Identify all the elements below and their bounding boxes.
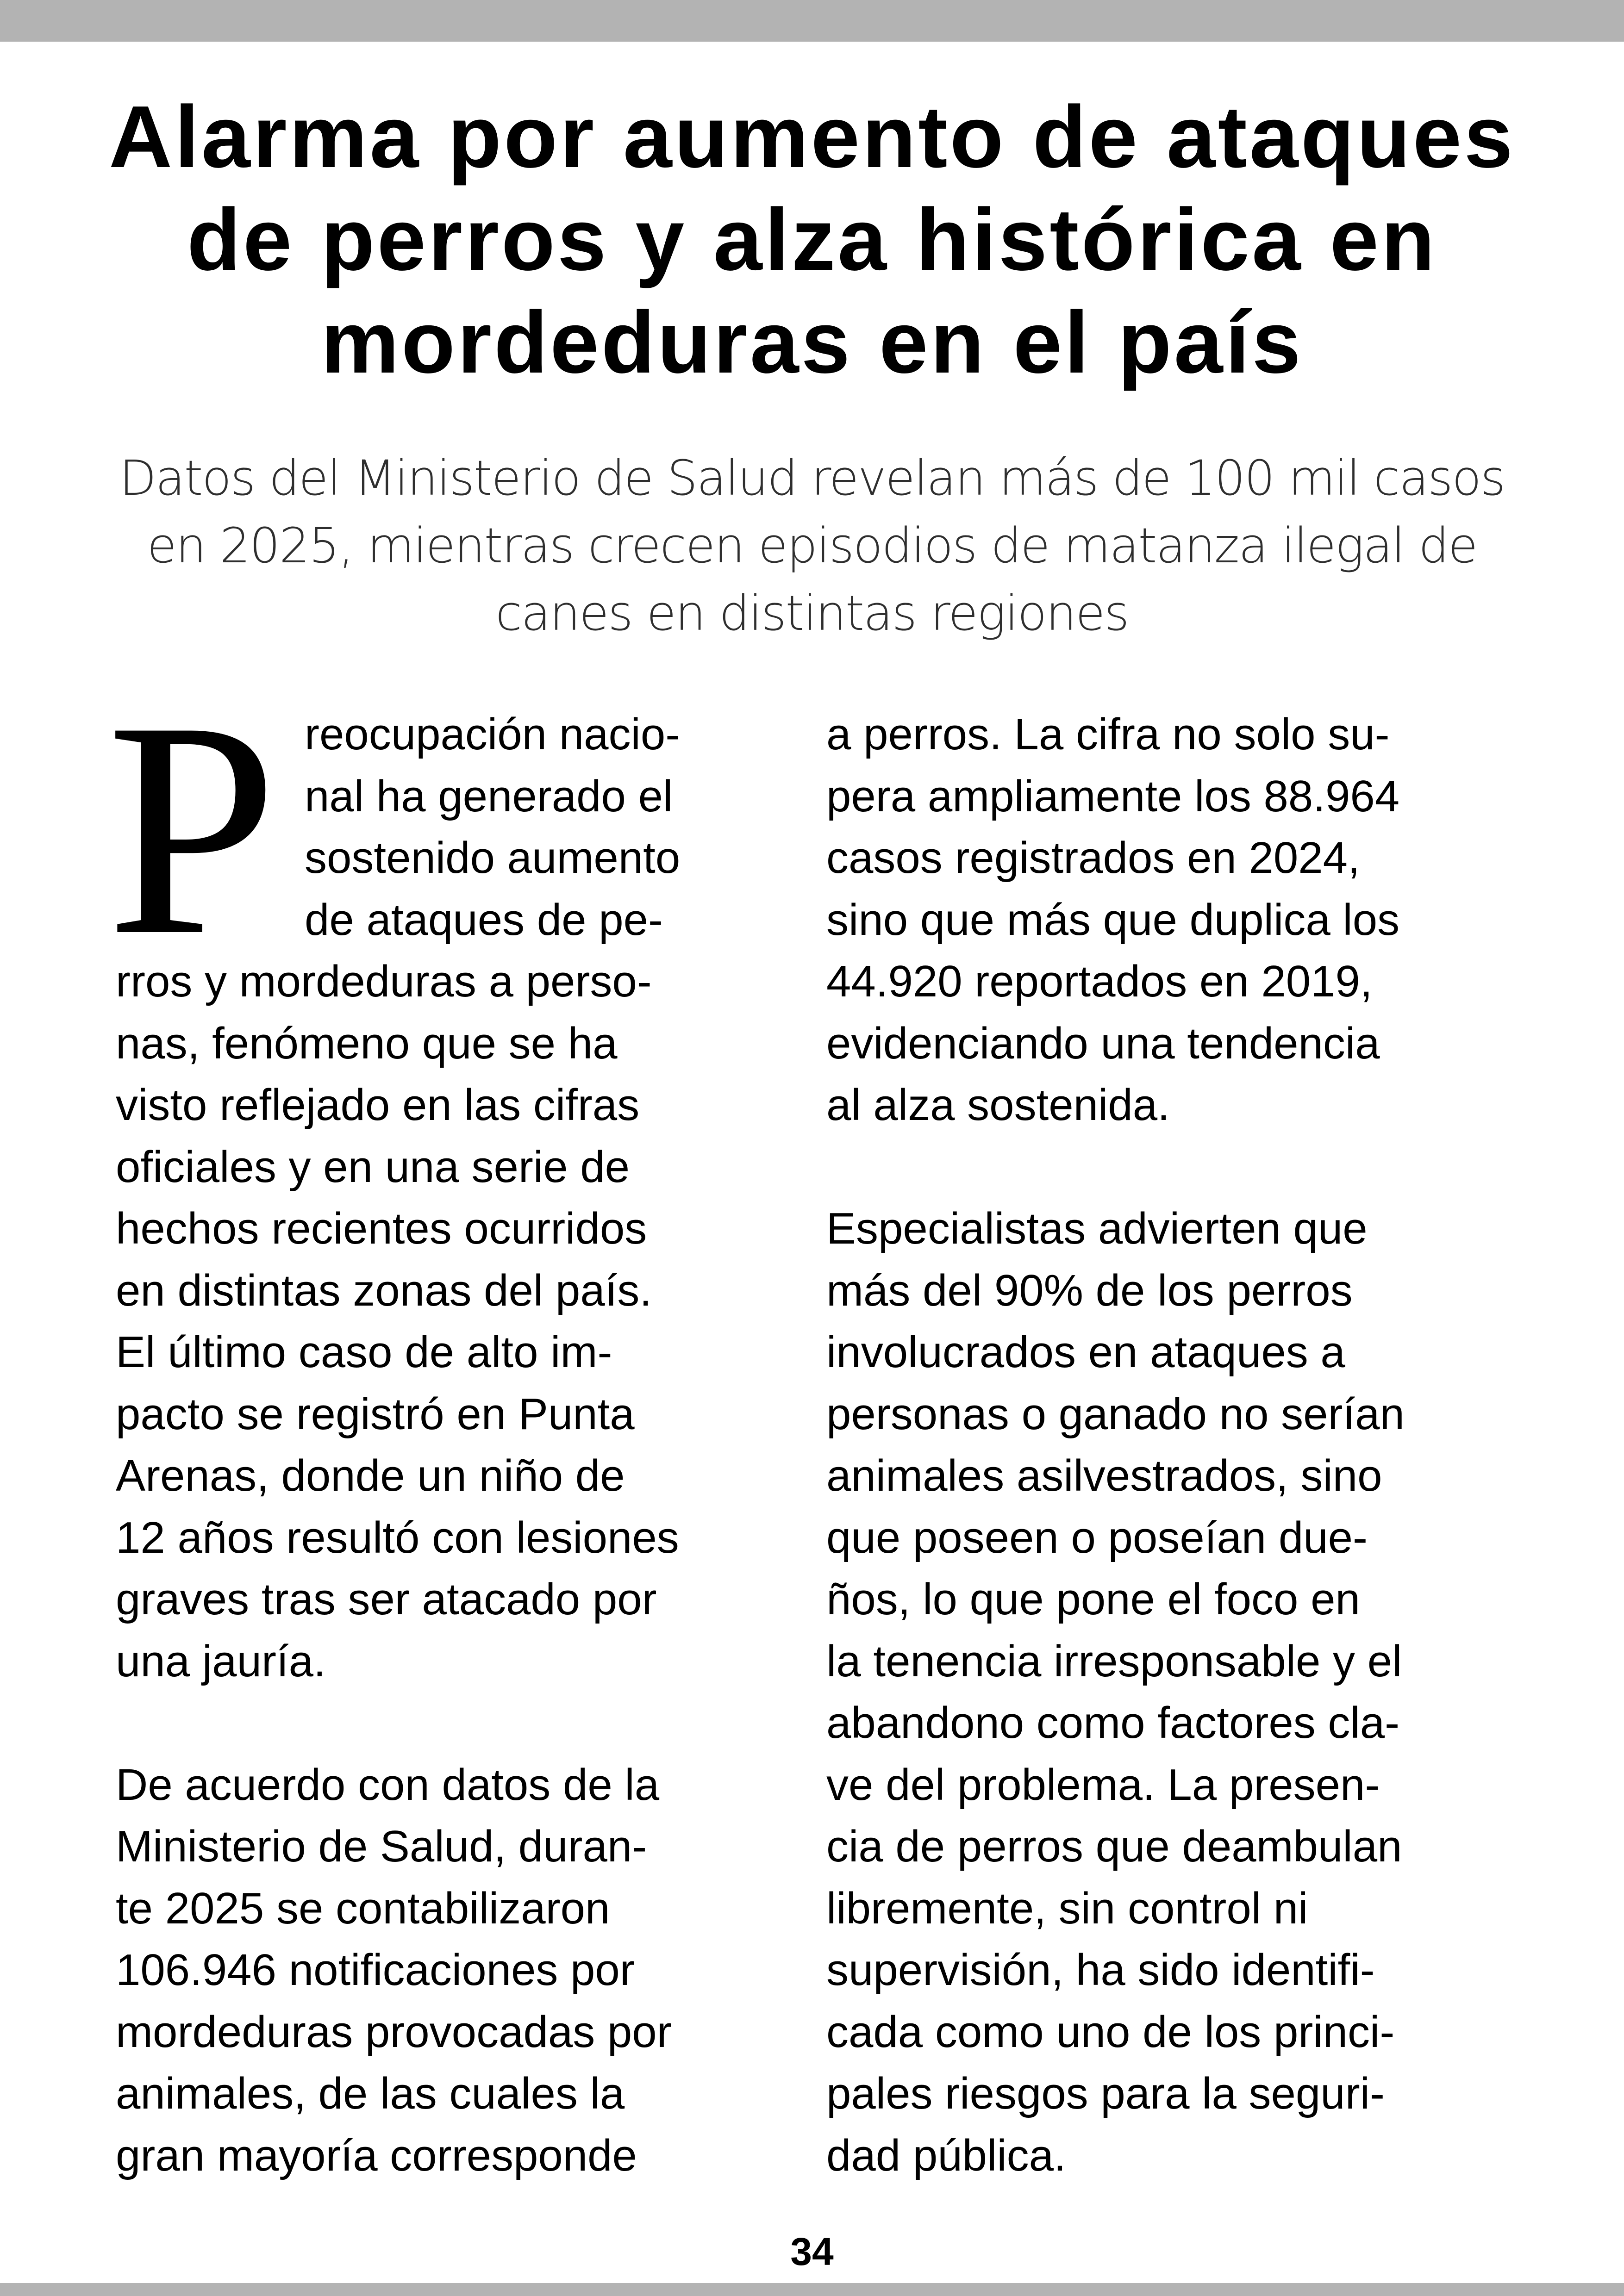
body-line: involucrados en ataques a (826, 1327, 1345, 1377)
body-line: mordeduras provocadas por (116, 2007, 672, 2057)
body-line: De acuerdo con datos de la (116, 1760, 660, 1810)
body-line: una jauría. (116, 1636, 326, 1686)
body-line: reocupación nacio- (305, 709, 681, 759)
top-gray-band (0, 0, 1624, 42)
body-line: Ministerio de Salud, duran- (116, 1822, 647, 1871)
body-line: personas o ganado no serían (826, 1389, 1405, 1439)
body-line: en distintas zonas del país. (116, 1265, 652, 1315)
body-line: 12 años resultó con lesiones (116, 1512, 679, 1562)
body-line: El último caso de alto im- (116, 1327, 612, 1377)
subheadline-line: canes en distintas regiones (495, 585, 1129, 641)
headline-line: Alarma por aumento de ataques (109, 88, 1515, 186)
body-line: libremente, sin control ni (826, 1883, 1308, 1933)
body-line: animales asilvestrados, sino (826, 1451, 1382, 1500)
body-column-left (116, 703, 764, 2186)
body-line: visto reflejado en las cifras (116, 1080, 640, 1130)
body-line: oficiales y en una serie de (116, 1142, 630, 1192)
body-line: te 2025 se contabilizaron (116, 1883, 610, 1933)
body-line: gran mayoría corresponde (116, 2130, 637, 2180)
body-line: nas, fenómeno que se ha (116, 1018, 618, 1068)
body-line: pales riesgos para la seguri- (826, 2069, 1385, 2118)
paragraph-gap (116, 1692, 764, 1754)
body-line: abandono como factores cla- (826, 1698, 1400, 1748)
body-line: la tenencia irresponsable y el (826, 1636, 1402, 1686)
body-line: 106.946 notificaciones por (116, 1945, 635, 1995)
body-column-right (826, 703, 1502, 2186)
body-line: 44.920 reportados en 2019, (826, 957, 1373, 1006)
body-line: hechos recientes ocurridos (116, 1204, 647, 1253)
page-number: 34 (790, 2230, 834, 2273)
body-line: al alza sostenida. (826, 1080, 1170, 1130)
headline-line: mordeduras en el país (321, 293, 1303, 392)
subheadline-line: en 2025, mientras crecen episodios de matanza ilegal de (147, 517, 1477, 574)
headline-line: de perros y alza histórica en (187, 191, 1437, 289)
body-line: sino que más que duplica los (826, 895, 1400, 945)
body-line: cada como uno de los princi- (826, 2007, 1395, 2057)
body-line: a perros. La cifra no solo su- (826, 709, 1390, 759)
body-line: de ataques de pe- (305, 895, 663, 945)
body-line: dad pública. (826, 2130, 1066, 2180)
body-line: casos registrados en 2024, (826, 833, 1360, 883)
article-headline (28, 86, 1596, 394)
body-line: supervisión, ha sido identifi- (826, 1945, 1375, 1995)
subheadline-line: Datos del Ministerio de Salud revelan más de 100 mil casos (119, 450, 1505, 506)
body-line: ños, lo que pone el foco en (826, 1574, 1360, 1624)
article-subheadline (93, 444, 1531, 647)
body-line: pera ampliamente los 88.964 (826, 771, 1400, 821)
body-line: nal ha generado el (305, 771, 673, 821)
bottom-gray-band (0, 2283, 1624, 2296)
body-line: Especialistas advierten que (826, 1204, 1368, 1253)
body-line: evidenciando una tendencia (826, 1018, 1380, 1068)
body-line: pacto se registró en Punta (116, 1389, 635, 1439)
body-line: graves tras ser atacado por (116, 1574, 657, 1624)
body-line: sostenido aumento (305, 833, 681, 883)
body-line: cia de perros que deambulan (826, 1822, 1402, 1871)
body-line: animales, de las cuales la (116, 2069, 625, 2118)
body-line: más del 90% de los perros (826, 1265, 1353, 1315)
drop-cap: P (106, 658, 278, 999)
paragraph-gap (826, 1136, 1502, 1198)
body-line: Arenas, donde un niño de (116, 1451, 625, 1500)
body-line: que poseen o poseían due- (826, 1512, 1368, 1562)
body-line: ve del problema. La presen- (826, 1760, 1380, 1810)
body-line: rros y mordeduras a perso- (116, 957, 652, 1006)
